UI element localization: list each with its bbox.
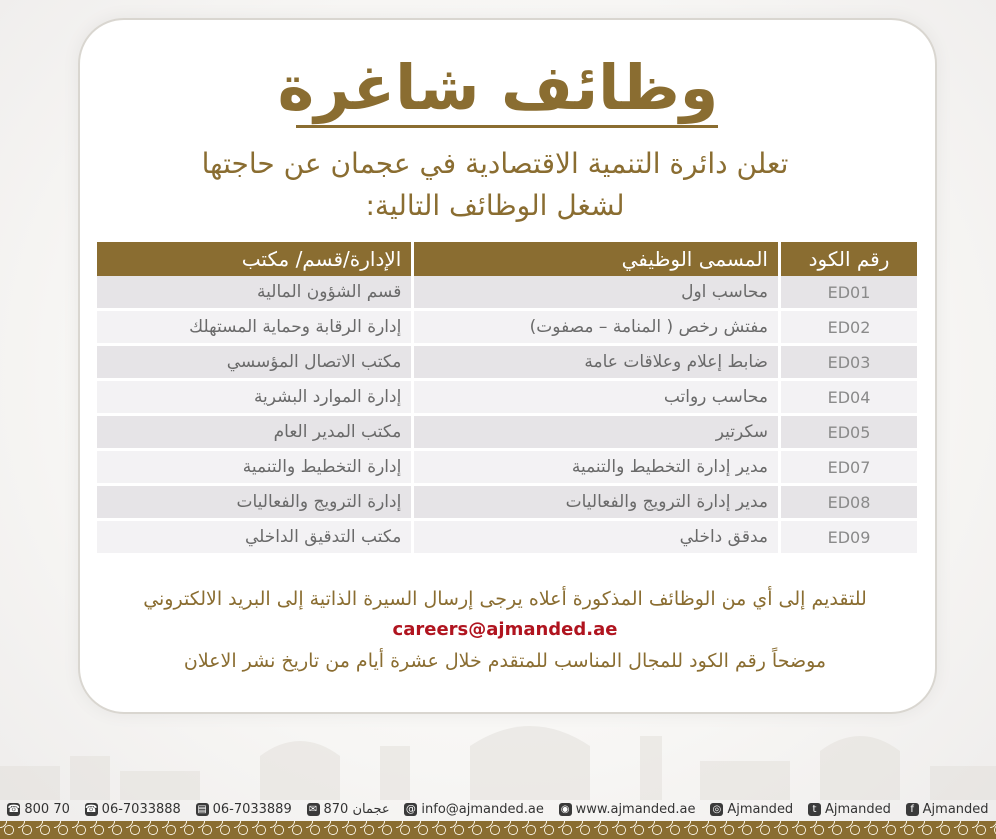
- contact-phone[interactable]: [85, 802, 181, 817]
- fax-icon: ▤: [197, 803, 207, 815]
- contact-text: info@ajmanded.ae: [421, 801, 544, 817]
- apply-deadline-note: موضحاً رقم الكود للمجال المناسب للمتقدم خلال عشرة أيام من تاريخ نشر الاعلان: [183, 650, 827, 672]
- header-dept: الإدارة/قسم/ مكتب: [97, 242, 411, 276]
- job-title: سكرتير: [414, 416, 778, 451]
- job-title: مدقق داخلي: [414, 521, 778, 556]
- job-dept: مكتب التدقيق الداخلي: [97, 521, 411, 556]
- vacancies-table: [94, 242, 920, 556]
- job-title: محاسب اول: [414, 276, 778, 311]
- table-row: [97, 416, 917, 451]
- intro-line-2: لشغل الوظائف التالية:: [365, 189, 625, 222]
- contact-toll-free[interactable]: [7, 802, 70, 817]
- instagram-icon: ◎: [710, 803, 723, 816]
- table-row: [97, 311, 917, 346]
- careers-email-link[interactable]: careers@ajmanded.ae: [392, 619, 618, 640]
- contact-text: Ajmanded: [727, 801, 794, 817]
- contact-facebook[interactable]: [906, 802, 989, 817]
- toll-free-phone-icon: ☎: [7, 803, 21, 815]
- contact-text: Ajmanded: [824, 801, 891, 817]
- page-title: وظائف شاغرة: [277, 51, 719, 124]
- job-title: محاسب رواتب: [414, 381, 778, 416]
- job-dept: إدارة الترويج والفعاليات: [97, 486, 411, 521]
- job-dept: إدارة الرقابة وحماية المستهلك: [97, 311, 411, 346]
- job-code: ED05: [781, 416, 917, 451]
- job-title: مدير إدارة الترويج والفعاليات: [414, 486, 778, 521]
- table-row: [97, 486, 917, 521]
- header-title: المسمى الوظيفي: [414, 242, 778, 276]
- job-code: ED09: [781, 521, 917, 556]
- job-title: مدير إدارة التخطيط والتنمية: [414, 451, 778, 486]
- po-box-icon: ✉: [307, 803, 320, 816]
- contact-text: 870 عجمان: [323, 801, 390, 817]
- contact-fax[interactable]: [196, 802, 292, 817]
- email-icon: @: [405, 803, 416, 815]
- table-row: [97, 276, 917, 311]
- contact-text: 06-7033888: [101, 801, 181, 817]
- apply-instructions: للتقديم إلى أي من الوظائف المذكورة أعلاه يرجى إرسال السيرة الذاتية إلى البريد الالكتروني: [143, 588, 867, 610]
- job-code: ED08: [781, 486, 917, 521]
- job-code: ED02: [781, 311, 917, 346]
- job-code: ED04: [781, 381, 917, 416]
- job-dept: مكتب الاتصال المؤسسي: [97, 346, 411, 381]
- table-row: [97, 451, 917, 486]
- job-code: ED07: [781, 451, 917, 486]
- contact-email[interactable]: [404, 802, 543, 817]
- title-underline: [296, 125, 718, 128]
- decorative-border-pattern: [0, 821, 996, 839]
- phone-icon: ☎: [84, 803, 98, 815]
- twitter-icon: t: [808, 803, 821, 816]
- contact-text: 06-7033889: [212, 801, 292, 817]
- contact-text: 800 70: [24, 801, 70, 817]
- contact-po-box: [307, 802, 390, 817]
- web-icon: ◉: [559, 803, 572, 816]
- contact-text: www.ajmanded.ae: [575, 801, 696, 817]
- table-row: [97, 381, 917, 416]
- job-title: مفتش رخص ( المنامة – مصفوت): [414, 311, 778, 346]
- contact-instagram[interactable]: [710, 802, 793, 817]
- table-row: [97, 346, 917, 381]
- job-code: ED01: [781, 276, 917, 311]
- intro-line-1: تعلن دائرة التنمية الاقتصادية في عجمان عن حاجتها: [201, 147, 789, 180]
- contact-text: Ajmanded: [922, 801, 989, 817]
- city-skyline-decoration: [0, 716, 996, 800]
- header-code: رقم الكود: [781, 242, 917, 276]
- job-dept: إدارة التخطيط والتنمية: [97, 451, 411, 486]
- contact-twitter[interactable]: [808, 802, 891, 817]
- table-header-row: [97, 242, 917, 276]
- job-dept: إدارة الموارد البشرية: [97, 381, 411, 416]
- job-dept: قسم الشؤون المالية: [97, 276, 411, 311]
- job-title: ضابط إعلام وعلاقات عامة: [414, 346, 778, 381]
- job-dept: مكتب المدير العام: [97, 416, 411, 451]
- contact-website[interactable]: [559, 802, 696, 817]
- contact-bar: [0, 798, 996, 820]
- facebook-icon: f: [906, 803, 919, 816]
- table-row: [97, 521, 917, 556]
- job-code: ED03: [781, 346, 917, 381]
